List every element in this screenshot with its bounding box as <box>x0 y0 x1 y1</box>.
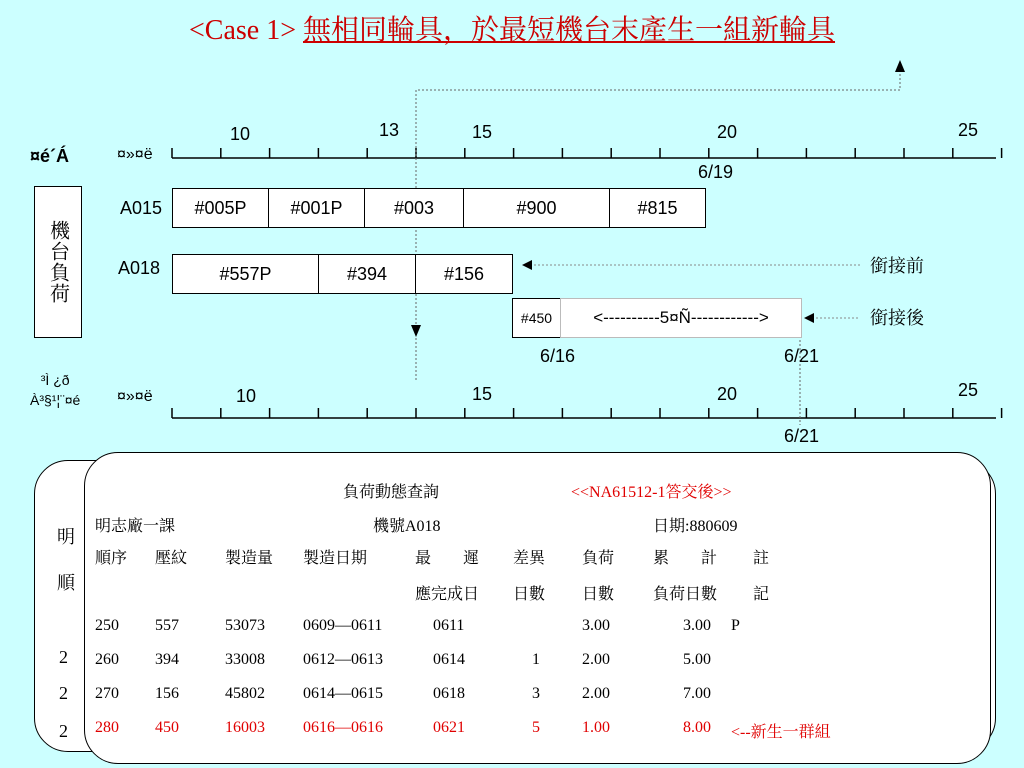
bottom-tick-15: 15 <box>472 384 493 404</box>
table-cell: 280 <box>95 719 119 736</box>
header-cell: 註 <box>753 550 770 567</box>
header-cell: 順序 <box>95 550 128 567</box>
table-cell: 0621 <box>433 719 465 736</box>
bottom-axis-label <box>30 370 80 410</box>
job-001p: #001P <box>268 188 365 228</box>
table-cell: 1.00 <box>582 719 610 736</box>
before-label: 銜接前 <box>870 256 924 276</box>
date-621: 6/21 <box>784 346 820 366</box>
table-cell: 33008 <box>225 651 265 668</box>
table-cell: 7.00 <box>683 685 711 702</box>
bottom-date-note: 6/21 <box>784 426 820 446</box>
report-card <box>84 452 991 764</box>
table-cell: 2.00 <box>582 685 610 702</box>
table-cell: 250 <box>95 617 119 634</box>
header-cell: 日數 <box>582 586 615 603</box>
back-fragment: 2 <box>59 721 68 741</box>
job-003: #003 <box>364 188 464 228</box>
report-title: 負荷動態查詢 <box>343 484 440 501</box>
bottom-axis-unit: ¤»¤ë <box>117 388 153 405</box>
table-cell: 0609—0611 <box>303 617 383 634</box>
bottom-tick-25: 25 <box>958 380 979 400</box>
header-cell: 最 遲 <box>415 550 480 567</box>
table-cell: 16003 <box>225 719 265 736</box>
title-main: 無相同輪具，於最短機台末產生一組新輪具 <box>303 15 836 46</box>
table-cell: 0614 <box>433 651 465 668</box>
machine-load-label: 機台負荷 <box>46 220 69 304</box>
table-cell: 3 <box>532 685 540 702</box>
table-cell: 0616—0616 <box>303 719 383 736</box>
date-616: 6/16 <box>540 346 576 366</box>
table-cell: P <box>731 617 740 634</box>
back-fragment: 2 <box>59 647 68 667</box>
header-cell: 累 計 <box>653 550 718 567</box>
header-cell: 應完成日 <box>415 586 480 603</box>
new-job-span: <----------5¤Ñ------------> <box>560 298 802 338</box>
table-cell: 8.00 <box>683 719 711 736</box>
header-cell: 負荷日數 <box>653 586 718 603</box>
title-prefix: <Case 1> <box>188 15 296 46</box>
top-tick-13: 13 <box>379 120 400 140</box>
bottom-tick-20: 20 <box>717 384 738 404</box>
header-cell: 記 <box>753 586 770 603</box>
table-cell: 3.00 <box>683 617 711 634</box>
table-cell: 5.00 <box>683 651 711 668</box>
header-cell: 差異 <box>513 550 546 567</box>
job-450: #450 <box>512 298 561 338</box>
job-900: #900 <box>463 188 610 228</box>
after-label: 銜接後 <box>870 308 924 328</box>
top-axis-unit: ¤»¤ë <box>117 146 153 163</box>
header-cell: 壓紋 <box>155 550 188 567</box>
table-cell: 2.00 <box>582 651 610 668</box>
header-cell: 日數 <box>513 586 546 603</box>
job-557p: #557P <box>172 254 319 294</box>
table-cell: 0614—0615 <box>303 685 383 702</box>
table-cell: 45802 <box>225 685 265 702</box>
top-tick-10: 10 <box>230 124 251 144</box>
report-tag: <<NA61512-1答交後>> <box>571 484 732 501</box>
machine-load-label-box <box>34 186 82 338</box>
table-cell: 450 <box>155 719 179 736</box>
header-cell: 製造量 <box>225 550 274 567</box>
table-cell: 1 <box>532 651 540 668</box>
machine-a018-name: A018 <box>118 258 161 278</box>
table-cell: 0612—0613 <box>303 651 383 668</box>
report-dept: 明志廠一課 <box>95 518 176 535</box>
back-fragment: 順 <box>57 573 75 593</box>
table-cell: 557 <box>155 617 179 634</box>
table-cell: 53073 <box>225 617 265 634</box>
top-tick-25: 25 <box>958 120 979 140</box>
top-date-note: 6/19 <box>698 162 734 182</box>
bottom-tick-10: 10 <box>236 386 257 406</box>
table-cell: 260 <box>95 651 119 668</box>
bottom-axis-label-line1: ³Ì ¿ð <box>40 372 70 388</box>
header-cell: 負荷 <box>582 550 615 567</box>
job-394: #394 <box>318 254 416 294</box>
report-date: 日期:880609 <box>653 518 738 535</box>
report-machine: 機號A018 <box>373 518 441 535</box>
table-cell: 270 <box>95 685 119 702</box>
machine-a015-name: A015 <box>120 198 163 218</box>
header-cell: 製造日期 <box>303 550 368 567</box>
table-cell: 0611 <box>433 617 465 634</box>
table-cell: 0618 <box>433 685 465 702</box>
back-fragment: 2 <box>59 683 68 703</box>
table-cell: <--新生一群組 <box>731 724 831 741</box>
table-cell: 394 <box>155 651 179 668</box>
table-cell: 3.00 <box>582 617 610 634</box>
bottom-axis-label-line2: À³§¹¦¨¤é <box>30 392 81 408</box>
job-005p: #005P <box>172 188 269 228</box>
top-tick-20: 20 <box>717 122 738 142</box>
back-fragment: 明 <box>57 527 75 547</box>
top-tick-15: 15 <box>472 122 493 142</box>
job-815: #815 <box>609 188 706 228</box>
table-cell: 5 <box>532 719 540 736</box>
job-156: #156 <box>415 254 513 294</box>
table-cell: 156 <box>155 685 179 702</box>
top-axis-label: ¤é´Á <box>30 146 70 166</box>
